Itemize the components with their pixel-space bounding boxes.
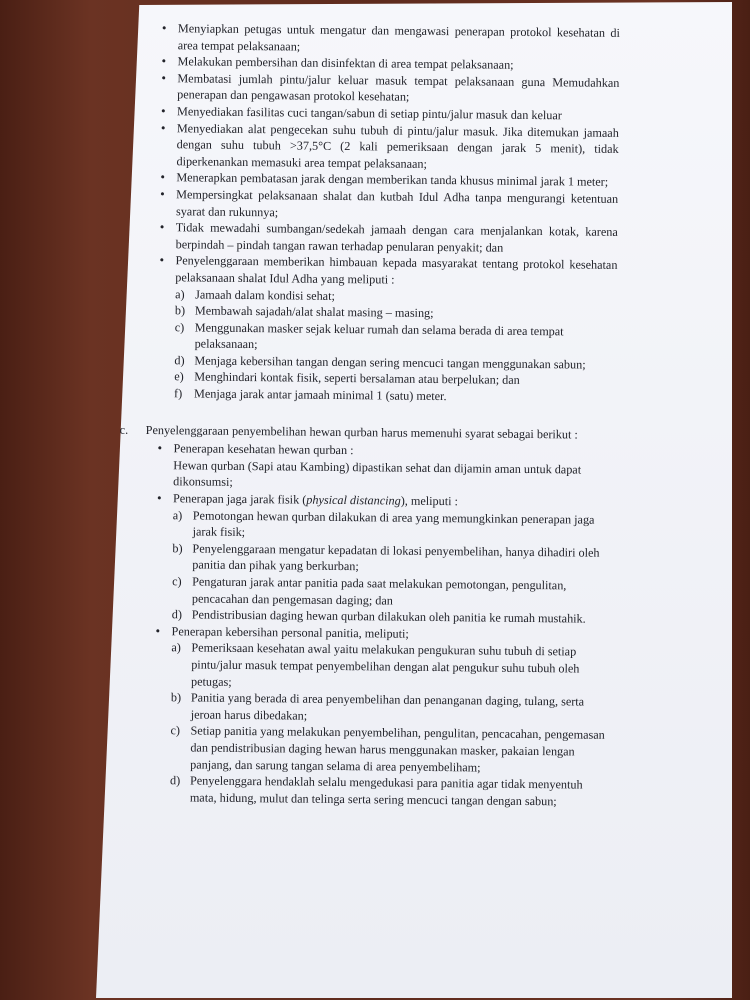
list-item [175,319,617,357]
item-text: Setiap panitia yang melakukan penyembelihan, pengulitan, pencacahan, pengemasan dan pendistribusian daging hewan harus menggunakan masker, pakaian lengan panjang, dan sarung tangan selama di area penyembeliham; [190,723,605,775]
item-text: Panitia yang berada di area penyembelihan dan penanganan daging, tulang, serta jeroan harus dibedakan; [190,690,585,723]
item-letter: a) [175,286,185,301]
list-item: • Membatasi jumlah pintu/jalur keluar masuk tempat pelaksanaan guna Memudahkan penerapan dan pengawasan protokol kesehatan; [149,70,619,108]
jarak-title-italic: physical distancing [306,492,401,508]
item-text: Membawah sajadah/alat shalat masing – masing; [194,303,434,321]
item-text: Menggunakan masker sejak keluar rumah dan selama berada di area tempat pelaksanaan; [194,320,564,352]
himbauan-sublist [174,286,617,407]
kesehatan-title: Penerapan kesehatan hewan qurban : [173,441,354,458]
list-item: • Tidak mewadahi sumbangan/sedekah jamaah dengan cara menjalankan kotak, karena berpindah – pindah tangan rawan terhadap penularan penyakit; dan [148,219,618,257]
list-item: • Mempersingkat pelaksanaan shalat dan kutbah Idul Adha tanpa mengurangi ketentuan syarat dan rukunnya; [148,186,618,224]
kesehatan-text: Hewan qurban (Sapi atau Kambing) dipastikan sehat dan dijamin aman untuk dapat dikonsumsi; [173,458,582,490]
jarak-title-pre: Penerapan jaga jarak fisik ( [172,491,307,507]
section-letter: c. [119,422,129,437]
item-text: Menghindari kontak fisik, seperti bersalaman atau berpelukan; dan [194,369,520,388]
item-letter: b) [174,303,186,318]
kebersihan-title: Penerapan kebersihan personal panitia, meliputi; [171,624,409,641]
list-item: • Melakukan pembersihan dan disinfektan di area tempat pelaksanaan; [149,53,619,75]
item-text: Pendistribusian daging hewan qurban dilakukan oleh panitia ke rumah mustahik. [191,607,586,626]
item-letter: d) [174,353,185,368]
jarak-sublist [172,507,615,628]
item-letter: b) [170,690,182,705]
list-item [173,507,615,545]
item-letter: f) [174,386,183,401]
list-item [174,385,616,406]
list-item [172,573,614,611]
kebersihan-sublist [170,640,614,811]
item-text: Menjaga jarak antar jamaah minimal 1 (satu) meter. [194,386,447,404]
list-item [171,689,613,727]
item-text: Penyelenggaraan mengatur kepadatan di lokasi penyembelihan, hanya dihadiri oleh panitia dan pihak yang berkurban; [192,541,600,574]
item-text: Pemotongan hewan qurban dilakukan di area yang memungkinkan penerapan jaga jarak fisik; [192,508,595,540]
list-item [170,723,612,777]
item-letter: e) [174,369,184,384]
item-letter: d) [169,773,181,788]
item-text: Pengaturan jarak antar panitia pada saat melakukan pemotongan, pengulitan, pencacahan dan pengemasan daging; dan [191,574,567,608]
list-item: • Menerapkan pembatasan jarak dengan memberikan tanda khusus minimal jarak 1 meter; [148,169,618,191]
list-item [171,640,613,694]
item-letter: b) [172,541,183,556]
item-letter: a) [172,507,183,522]
item-text: Menjaga kebersihan tangan dengan sering mencuci tangan menggunakan sabun; [194,353,586,372]
list-item [170,772,612,810]
jarak-title-post: ), meliputi : [400,493,459,509]
item-text: Pemeriksaan kesehatan awal yaitu melakukan pengukuran suhu tubuh di setiap pintu/jalur masuk tempat penyembelihan dengan alat pengukur suhu tubuh oleh petugas; [191,640,580,689]
section-title: Penyelenggaraan penyembelihan hewan qurban harus memenuhi syarat sebagai berikut : [145,422,578,442]
list-item: • Menyiapkan petugas untuk mengatur dan mengawasi penerapan protokol kesehatan di area tempat pelaksanaan; [150,20,620,58]
item-letter: a) [171,640,181,655]
list-item: • Menyediakan alat pengecekan suhu tubuh di pintu/jalur masuk. Jika ditemukan jamaah dengan suhu tubuh >37,5°C (2 kali pemeriksaan dengan jarak 5 menit), tidak diperkenankan memasuki area tempat pelaksanaan; [148,120,618,175]
protocol-bullet-list [147,20,620,290]
item-letter: c) [172,574,182,589]
document-page [119,20,620,810]
himbauan-intro: Penyelenggaraan memberikan himbauan kepada masyarakat tentang protokol kesehatan pelaksanaan shalat Idul Adha yang meliputi : [175,253,618,287]
item-text: Jamaah dalam kondisi sehat; [195,286,335,303]
item-letter: c) [170,723,181,738]
list-item: • Menyediakan fasilitas cuci tangan/sabun di setiap pintu/jalur masuk dan keluar [149,103,619,125]
list-item [172,540,614,578]
item-letter: c) [174,319,185,335]
himbauan-bullet [147,252,617,290]
item-letter: d) [171,607,183,622]
item-text: Penyelenggara hendaklah selalu mengedukasi para panitia agar tidak menyentuh mata, hidung, mulut dan telinga serta sering mencuci tangan dengan sabun; [189,773,583,809]
